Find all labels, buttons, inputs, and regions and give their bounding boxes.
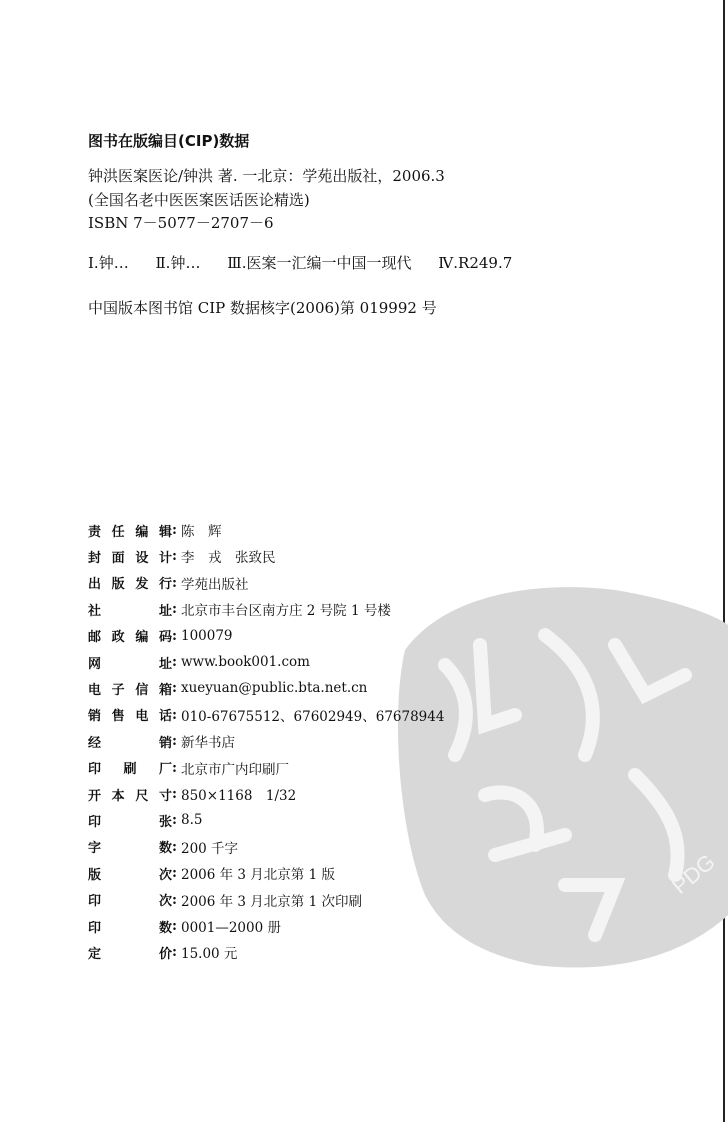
colophon-value: www.book001.com [180,654,310,670]
colon: : [172,601,177,618]
colophon-label: 邮政编码 [88,630,172,646]
colophon-value: 200 千字 [180,840,239,857]
colophon-value: 学苑出版社 [180,576,249,593]
colophon-value: 850×1168 1/32 [180,788,297,804]
colophon-label: 封面设计 [88,550,172,566]
colophon-label: 网 址 [88,656,172,672]
colon: : [172,654,177,670]
colophon-row [88,862,335,884]
colophon-label: 出版发行 [88,577,172,593]
watermark-text: PDG [667,849,720,899]
colophon-label: 印 次 [88,894,172,910]
colophon-row [88,704,444,726]
colophon-row [88,757,289,779]
colophon-row [88,598,391,620]
colophon-value: 陈 辉 [180,524,222,540]
colophon-value: 李 戎 张致民 [180,550,276,567]
colophon-row [88,783,296,805]
colon: : [172,944,177,961]
colon: : [172,574,177,591]
colophon-label: 开本尺寸 [88,788,172,804]
colophon-value: 100079 [180,627,233,644]
colophon-label: 责任编辑 [88,524,172,540]
colon: : [172,891,177,908]
classification-1: Ⅰ.钟… [88,254,129,272]
cip-classification [88,252,534,273]
cip-series-line: (全国名老中医医案医话医论精选) [88,191,310,209]
colophon-value: xueyuan@public.bta.net.cn [180,680,368,697]
colophon-value: 北京市广内印刷厂 [180,761,289,778]
colophon-value: 2006 年 3 月北京第 1 版 [180,867,335,884]
colophon-row [88,545,275,567]
colophon-row [88,625,233,647]
colophon-label: 字 数 [88,841,172,857]
colon: : [172,522,177,538]
colon: : [172,733,177,750]
colophon-label: 版 次 [88,867,172,883]
colophon-row [88,677,367,699]
colophon-row [88,915,281,937]
colon: : [172,680,177,697]
colophon-row [88,572,248,594]
colophon-value: 0001—2000 册 [180,920,281,936]
colophon-label: 印 数 [88,920,172,936]
colon: : [172,786,177,802]
classification-4: Ⅳ.R249.7 [438,254,513,272]
classification-3: Ⅲ.医案一汇编一中国一现代 [227,254,412,272]
colon: : [172,759,177,776]
cip-isbn: ISBN 7－5077－2707－6 [88,214,274,232]
classification-2: Ⅱ.钟… [155,254,201,272]
colophon-label: 电子信箱 [88,682,172,698]
colophon-value: 8.5 [180,812,203,829]
colon: : [172,706,177,723]
cip-title-line: 钟洪医案医论/钟洪 著. 一北京：学苑出版社，2006.3 [88,167,445,185]
colophon-row [88,809,202,831]
watermark-seal [385,555,728,975]
colon: : [172,812,177,829]
colophon-label: 经 销 [88,735,172,751]
colon: : [172,865,177,882]
colophon-value: 15.00 元 [180,946,238,963]
colophon-value: 新华书店 [180,735,235,752]
colophon-label: 定 价 [88,946,172,962]
colophon-row [88,836,238,858]
cip-record: 中国版本图书馆 CIP 数据核字(2006)第 019992 号 [88,299,437,317]
colon: : [172,627,177,644]
colophon-row [88,730,235,752]
colophon-label: 印 刷 厂 [88,762,172,778]
colophon-row [88,519,221,541]
colophon-row [88,889,362,911]
colophon-label: 印 张 [88,814,172,830]
colophon-value: 2006 年 3 月北京第 1 次印刷 [180,893,362,910]
colophon-label: 社 址 [88,603,172,619]
colon: : [172,838,177,855]
colophon-label: 销售电话 [88,709,172,725]
cip-heading: 图书在版编目(CIP)数据 [88,132,250,150]
colon: : [172,918,177,934]
colophon-value: 北京市丰台区南方庄 2 号院 1 号楼 [180,603,391,620]
colon: : [172,548,177,565]
colophon-row [88,651,310,673]
colophon-value: 010-67675512、67602949、67678944 [180,708,445,725]
colophon-row [88,941,237,963]
